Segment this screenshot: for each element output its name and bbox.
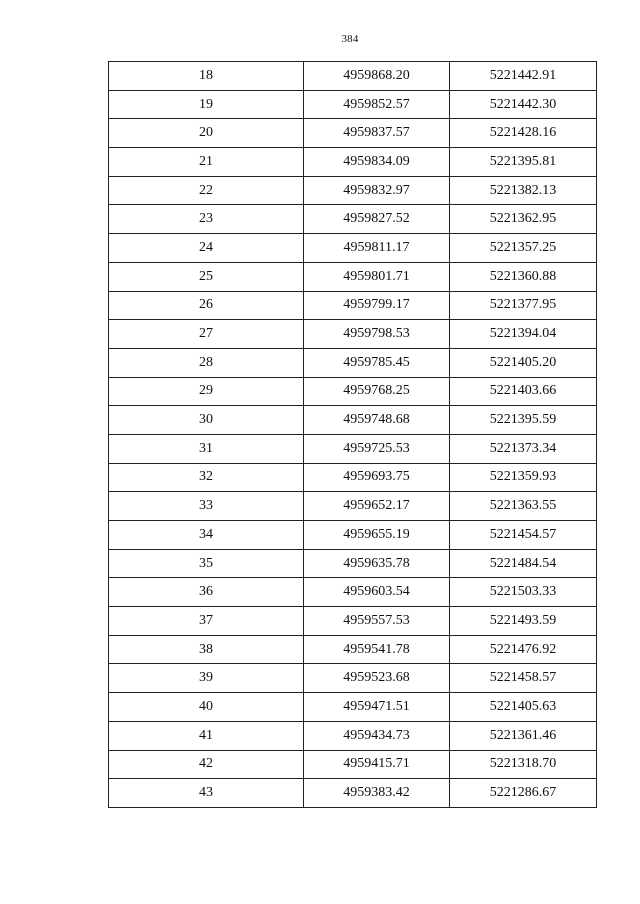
table-row	[109, 205, 597, 234]
x-coordinate-cell: 4959655.19	[304, 521, 450, 550]
point-number-cell: 34	[109, 521, 304, 550]
table-row	[109, 779, 597, 808]
y-coordinate-cell: 5221395.81	[450, 148, 597, 177]
point-number-cell: 27	[109, 320, 304, 349]
table-row	[109, 406, 597, 435]
x-coordinate-cell: 4959415.71	[304, 750, 450, 779]
y-coordinate-cell: 5221442.91	[450, 62, 597, 91]
table-row	[109, 750, 597, 779]
y-coordinate-cell: 5221318.70	[450, 750, 597, 779]
y-coordinate-cell: 5221458.57	[450, 664, 597, 693]
point-number-cell: 29	[109, 377, 304, 406]
x-coordinate-cell: 4959725.53	[304, 434, 450, 463]
table-row	[109, 148, 597, 177]
table-row	[109, 90, 597, 119]
point-number-cell: 39	[109, 664, 304, 693]
point-number-cell: 28	[109, 348, 304, 377]
x-coordinate-cell: 4959868.20	[304, 62, 450, 91]
x-coordinate-cell: 4959748.68	[304, 406, 450, 435]
point-number-cell: 23	[109, 205, 304, 234]
y-coordinate-cell: 5221377.95	[450, 291, 597, 320]
coordinates-table	[108, 61, 597, 808]
point-number-cell: 38	[109, 635, 304, 664]
point-number-cell: 25	[109, 262, 304, 291]
x-coordinate-cell: 4959557.53	[304, 607, 450, 636]
table-row	[109, 693, 597, 722]
y-coordinate-cell: 5221363.55	[450, 492, 597, 521]
table-row	[109, 320, 597, 349]
x-coordinate-cell: 4959798.53	[304, 320, 450, 349]
table-row	[109, 291, 597, 320]
table-row	[109, 434, 597, 463]
table-row	[109, 521, 597, 550]
point-number-cell: 18	[109, 62, 304, 91]
point-number-cell: 26	[109, 291, 304, 320]
x-coordinate-cell: 4959635.78	[304, 549, 450, 578]
table-row	[109, 549, 597, 578]
x-coordinate-cell: 4959811.17	[304, 234, 450, 263]
point-number-cell: 21	[109, 148, 304, 177]
point-number-cell: 37	[109, 607, 304, 636]
x-coordinate-cell: 4959834.09	[304, 148, 450, 177]
point-number-cell: 36	[109, 578, 304, 607]
point-number-cell: 42	[109, 750, 304, 779]
x-coordinate-cell: 4959827.52	[304, 205, 450, 234]
y-coordinate-cell: 5221428.16	[450, 119, 597, 148]
point-number-cell: 22	[109, 176, 304, 205]
y-coordinate-cell: 5221359.93	[450, 463, 597, 492]
y-coordinate-cell: 5221484.54	[450, 549, 597, 578]
table-row	[109, 664, 597, 693]
table-row	[109, 262, 597, 291]
x-coordinate-cell: 4959603.54	[304, 578, 450, 607]
table-row	[109, 607, 597, 636]
y-coordinate-cell: 5221361.46	[450, 721, 597, 750]
y-coordinate-cell: 5221442.30	[450, 90, 597, 119]
x-coordinate-cell: 4959434.73	[304, 721, 450, 750]
x-coordinate-cell: 4959652.17	[304, 492, 450, 521]
y-coordinate-cell: 5221405.20	[450, 348, 597, 377]
table-row	[109, 463, 597, 492]
point-number-cell: 20	[109, 119, 304, 148]
table-row	[109, 377, 597, 406]
x-coordinate-cell: 4959837.57	[304, 119, 450, 148]
point-number-cell: 41	[109, 721, 304, 750]
table-row	[109, 176, 597, 205]
y-coordinate-cell: 5221394.04	[450, 320, 597, 349]
x-coordinate-cell: 4959383.42	[304, 779, 450, 808]
y-coordinate-cell: 5221382.13	[450, 176, 597, 205]
table-row	[109, 492, 597, 521]
table-row	[109, 635, 597, 664]
point-number-cell: 33	[109, 492, 304, 521]
point-number-cell: 31	[109, 434, 304, 463]
table-row	[109, 721, 597, 750]
table-row	[109, 62, 597, 91]
point-number-cell: 19	[109, 90, 304, 119]
table-row	[109, 348, 597, 377]
y-coordinate-cell: 5221454.57	[450, 521, 597, 550]
table-row	[109, 234, 597, 263]
x-coordinate-cell: 4959785.45	[304, 348, 450, 377]
y-coordinate-cell: 5221360.88	[450, 262, 597, 291]
y-coordinate-cell: 5221403.66	[450, 377, 597, 406]
y-coordinate-cell: 5221286.67	[450, 779, 597, 808]
x-coordinate-cell: 4959471.51	[304, 693, 450, 722]
x-coordinate-cell: 4959852.57	[304, 90, 450, 119]
y-coordinate-cell: 5221395.59	[450, 406, 597, 435]
x-coordinate-cell: 4959832.97	[304, 176, 450, 205]
point-number-cell: 24	[109, 234, 304, 263]
table-row	[109, 119, 597, 148]
point-number-cell: 40	[109, 693, 304, 722]
point-number-cell: 35	[109, 549, 304, 578]
x-coordinate-cell: 4959768.25	[304, 377, 450, 406]
y-coordinate-cell: 5221357.25	[450, 234, 597, 263]
y-coordinate-cell: 5221503.33	[450, 578, 597, 607]
coordinates-table-body	[109, 62, 597, 808]
x-coordinate-cell: 4959523.68	[304, 664, 450, 693]
x-coordinate-cell: 4959693.75	[304, 463, 450, 492]
x-coordinate-cell: 4959799.17	[304, 291, 450, 320]
y-coordinate-cell: 5221493.59	[450, 607, 597, 636]
y-coordinate-cell: 5221476.92	[450, 635, 597, 664]
x-coordinate-cell: 4959801.71	[304, 262, 450, 291]
table-row	[109, 578, 597, 607]
x-coordinate-cell: 4959541.78	[304, 635, 450, 664]
y-coordinate-cell: 5221362.95	[450, 205, 597, 234]
point-number-cell: 30	[109, 406, 304, 435]
point-number-cell: 32	[109, 463, 304, 492]
page-number: 384	[341, 33, 359, 45]
y-coordinate-cell: 5221405.63	[450, 693, 597, 722]
point-number-cell: 43	[109, 779, 304, 808]
y-coordinate-cell: 5221373.34	[450, 434, 597, 463]
